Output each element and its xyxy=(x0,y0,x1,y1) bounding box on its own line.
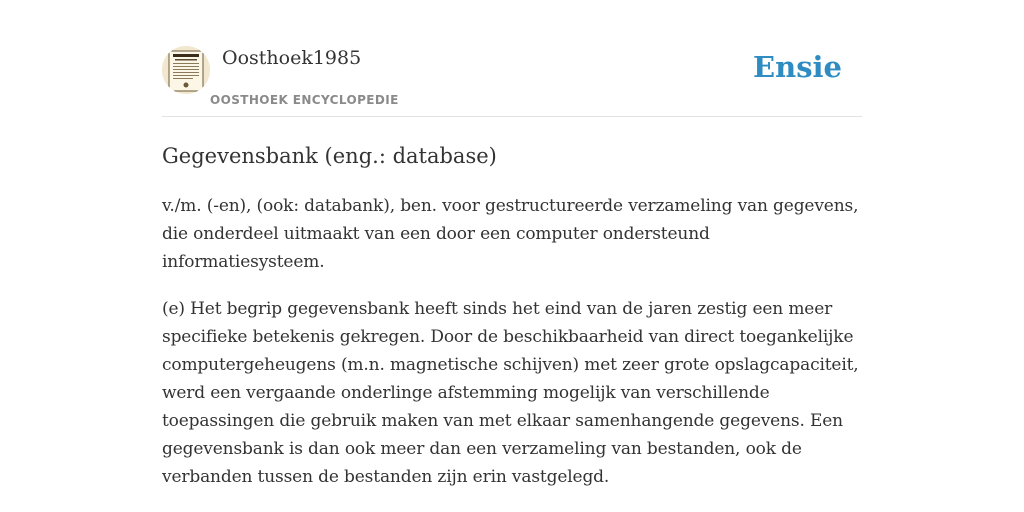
entry-paragraph-2: (e) Het begrip gegevensbank heeft sinds het eind van de jaren zestig een meer specifieke betekenis gekregen. Door de beschikbaarheid van direct toegankelijke computergeheugens (m.n. magnetische schijven) met zeer grote opslagcapaciteit, werd een vergaande onderlinge afstemming mogelijk van verschillende toepassingen die gebruik maken van met elkaar samenhangende gegevens. Een gegevensbank is dan ook meer dan een verzameling van bestanden, ook de verbanden tussen de bestanden zijn erin vastgelegd. xyxy=(162,299,859,487)
entry-title: Gegevensbank (eng.: database) xyxy=(162,144,497,168)
source-label: OOSTHOEK ENCYCLOPEDIE xyxy=(210,93,399,107)
entry-paragraph-1: v./m. (-en), (ook: databank), ben. voor gestructureerde verzameling van gegevens, die onderdeel uitmaakt van een door een computer ondersteund informatiesysteem. xyxy=(162,196,859,272)
avatar[interactable] xyxy=(162,46,210,94)
card-header xyxy=(162,44,862,117)
book-cover-icon xyxy=(162,46,210,94)
entry-card xyxy=(162,44,862,491)
brand-logo[interactable]: Ensie xyxy=(753,50,842,84)
author-name[interactable]: Oosthoek1985 xyxy=(222,47,362,69)
